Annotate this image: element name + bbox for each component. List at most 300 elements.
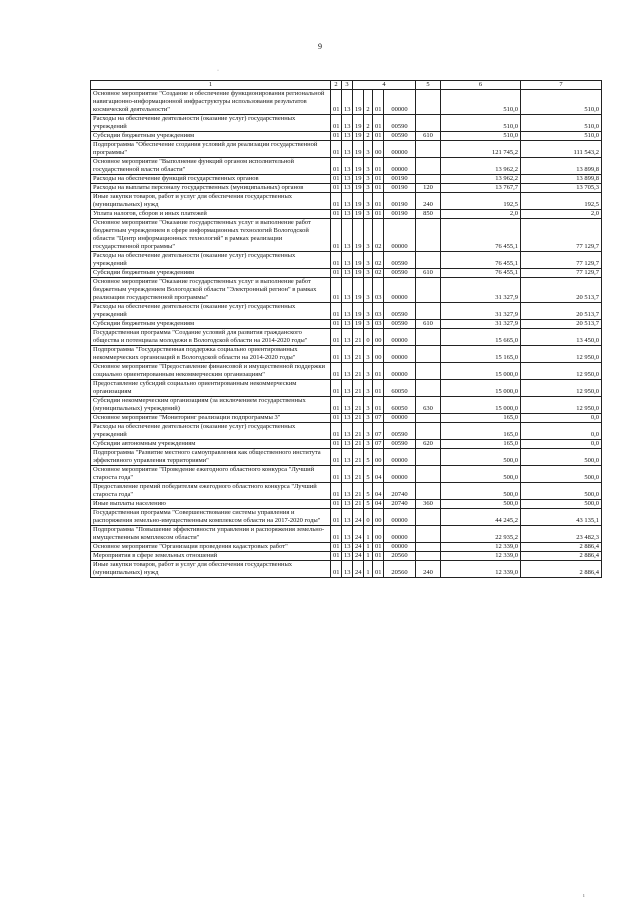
table-row — [91, 483, 602, 500]
code-subsection: 13 — [342, 252, 353, 269]
amount-year-1: 13 767,7 — [441, 184, 521, 193]
code-program: 24 — [353, 561, 364, 578]
code-event: 00 — [373, 346, 384, 363]
code-program: 19 — [353, 193, 364, 210]
code-event: 01 — [373, 363, 384, 380]
code-event: 01 — [373, 175, 384, 184]
amount-year-2: 111 543,2 — [521, 141, 602, 158]
row-name: Подпрограмма "Государственная поддержка социально ориентированных некоммерческих организаций в Вологодской области на 2014-2020 годы" — [91, 346, 331, 363]
code-section: 01 — [331, 320, 342, 329]
amount-year-1: 500,0 — [441, 449, 521, 466]
code-direction: 00000 — [384, 509, 416, 526]
amount-year-1: 31 327,9 — [441, 278, 521, 303]
code-program: 21 — [353, 500, 364, 509]
code-direction: 00190 — [384, 193, 416, 210]
code-program: 19 — [353, 303, 364, 320]
code-subsection: 13 — [342, 141, 353, 158]
code-subprogram: 5 — [364, 483, 373, 500]
amount-year-2: 77 129,7 — [521, 269, 602, 278]
amount-year-2: 13 899,8 — [521, 175, 602, 184]
table-row — [91, 526, 602, 543]
code-event: 00 — [373, 526, 384, 543]
code-subprogram: 3 — [364, 320, 373, 329]
amount-year-2: 12 950,0 — [521, 397, 602, 414]
code-subsection: 13 — [342, 329, 353, 346]
code-subprogram: 3 — [364, 269, 373, 278]
row-name: Расходы на обеспечение функций государственных органов — [91, 175, 331, 184]
code-event: 00 — [373, 141, 384, 158]
code-direction: 00190 — [384, 175, 416, 184]
code-section: 01 — [331, 175, 342, 184]
amount-year-1: 13 962,2 — [441, 175, 521, 184]
code-subprogram: 3 — [364, 414, 373, 423]
code-expense-type: 120 — [416, 184, 441, 193]
scan-artifact: · — [217, 68, 219, 74]
code-event: 01 — [373, 397, 384, 414]
table-row — [91, 561, 602, 578]
code-subsection: 13 — [342, 526, 353, 543]
code-subprogram: 5 — [364, 466, 373, 483]
code-event: 03 — [373, 303, 384, 320]
code-subprogram: 3 — [364, 141, 373, 158]
code-expense-type: 630 — [416, 397, 441, 414]
code-direction: 00000 — [384, 363, 416, 380]
table-row — [91, 141, 602, 158]
code-direction: 00000 — [384, 526, 416, 543]
code-program: 24 — [353, 526, 364, 543]
code-expense-type — [416, 115, 441, 132]
code-program: 21 — [353, 397, 364, 414]
table-row — [91, 543, 602, 552]
row-name: Основное мероприятие "Организация проведения кадастровых работ" — [91, 543, 331, 552]
code-section: 01 — [331, 346, 342, 363]
code-section: 01 — [331, 269, 342, 278]
code-section: 01 — [331, 219, 342, 252]
table-row — [91, 278, 602, 303]
code-event: 07 — [373, 423, 384, 440]
code-direction: 00000 — [384, 219, 416, 252]
code-program: 21 — [353, 466, 364, 483]
amount-year-2: 192,5 — [521, 193, 602, 210]
code-subprogram: 1 — [364, 526, 373, 543]
code-direction: 60050 — [384, 397, 416, 414]
row-name: Иные выплаты населению — [91, 500, 331, 509]
row-name: Расходы на обеспечение деятельности (оказание услуг) государственных учреждений — [91, 115, 331, 132]
code-program: 19 — [353, 269, 364, 278]
amount-year-1: 13 962,2 — [441, 158, 521, 175]
code-section: 01 — [331, 380, 342, 397]
code-subprogram: 3 — [364, 423, 373, 440]
table-row — [91, 380, 602, 397]
column-header: 6 — [441, 81, 521, 90]
code-expense-type: 850 — [416, 210, 441, 219]
amount-year-2: 20 513,7 — [521, 320, 602, 329]
code-event: 01 — [373, 561, 384, 578]
amount-year-1: 192,5 — [441, 193, 521, 210]
code-event: 00 — [373, 509, 384, 526]
code-program: 21 — [353, 329, 364, 346]
code-section: 01 — [331, 141, 342, 158]
code-program: 19 — [353, 320, 364, 329]
table-row — [91, 363, 602, 380]
code-subsection: 13 — [342, 414, 353, 423]
code-expense-type: 240 — [416, 193, 441, 210]
code-program: 19 — [353, 252, 364, 269]
code-section: 01 — [331, 303, 342, 320]
code-section: 01 — [331, 184, 342, 193]
code-direction: 00590 — [384, 115, 416, 132]
amount-year-1: 500,0 — [441, 483, 521, 500]
row-name: Иные закупки товаров, работ и услуг для обеспечения государственных (муниципальных) нужд — [91, 193, 331, 210]
code-subsection: 13 — [342, 184, 353, 193]
code-subprogram: 3 — [364, 158, 373, 175]
code-subsection: 13 — [342, 346, 353, 363]
code-direction: 00590 — [384, 303, 416, 320]
code-subsection: 13 — [342, 303, 353, 320]
code-event: 07 — [373, 440, 384, 449]
column-header: 2 — [331, 81, 342, 90]
row-name: Основное мероприятие "Предоставление финансовой и имущественной поддержки социально ориентированным некоммерческим организациям" — [91, 363, 331, 380]
table-row — [91, 509, 602, 526]
code-event: 03 — [373, 278, 384, 303]
amount-year-2: 500,0 — [521, 466, 602, 483]
table-row — [91, 90, 602, 115]
amount-year-2: 2 886,4 — [521, 543, 602, 552]
table-row — [91, 329, 602, 346]
amount-year-1: 15 665,0 — [441, 329, 521, 346]
code-subprogram: 3 — [364, 219, 373, 252]
code-expense-type: 240 — [416, 561, 441, 578]
column-header: 4 — [353, 81, 416, 90]
row-name: Основное мероприятие "Создание и обеспечение функционирования региональной навигационно-информационной инфраструктуры использования результатов космической деятельности" — [91, 90, 331, 115]
code-subprogram: 2 — [364, 132, 373, 141]
amount-year-1: 165,0 — [441, 414, 521, 423]
code-direction: 00590 — [384, 132, 416, 141]
row-name: Расходы на выплаты персоналу государственных (муниципальных) органов — [91, 184, 331, 193]
row-name: Субсидии бюджетным учреждениям — [91, 269, 331, 278]
amount-year-2: 77 129,7 — [521, 219, 602, 252]
amount-year-2: 77 129,7 — [521, 252, 602, 269]
code-expense-type — [416, 526, 441, 543]
code-program: 21 — [353, 414, 364, 423]
table-row — [91, 219, 602, 252]
code-event: 04 — [373, 500, 384, 509]
code-section: 01 — [331, 500, 342, 509]
amount-year-2: 510,0 — [521, 115, 602, 132]
column-header: 1 — [91, 81, 331, 90]
code-subsection: 13 — [342, 466, 353, 483]
amount-year-2: 23 482,3 — [521, 526, 602, 543]
code-subsection: 13 — [342, 449, 353, 466]
code-program: 21 — [353, 440, 364, 449]
row-name: Иные закупки товаров, работ и услуг для обеспечения государственных (муниципальных) нужд — [91, 561, 331, 578]
code-subsection: 13 — [342, 543, 353, 552]
amount-year-1: 165,0 — [441, 440, 521, 449]
code-expense-type — [416, 543, 441, 552]
amount-year-2: 0,0 — [521, 423, 602, 440]
table-row — [91, 210, 602, 219]
code-expense-type — [416, 329, 441, 346]
code-subsection: 13 — [342, 175, 353, 184]
column-header: 5 — [416, 81, 441, 90]
code-direction: 00000 — [384, 346, 416, 363]
code-direction: 00000 — [384, 414, 416, 423]
table-row — [91, 466, 602, 483]
table-row — [91, 175, 602, 184]
code-subprogram: 5 — [364, 500, 373, 509]
code-expense-type — [416, 414, 441, 423]
amount-year-2: 13 899,8 — [521, 158, 602, 175]
code-direction: 00000 — [384, 543, 416, 552]
code-section: 01 — [331, 509, 342, 526]
code-subsection: 13 — [342, 397, 353, 414]
row-name: Мероприятия в сфере земельных отношений — [91, 552, 331, 561]
code-expense-type: 610 — [416, 320, 441, 329]
amount-year-1: 15 000,0 — [441, 363, 521, 380]
code-subsection: 13 — [342, 509, 353, 526]
code-section: 01 — [331, 90, 342, 115]
amount-year-1: 12 339,0 — [441, 543, 521, 552]
code-section: 01 — [331, 414, 342, 423]
code-section: 01 — [331, 278, 342, 303]
code-section: 01 — [331, 115, 342, 132]
code-direction: 00000 — [384, 141, 416, 158]
amount-year-1: 12 339,0 — [441, 552, 521, 561]
amount-year-2: 43 135,1 — [521, 509, 602, 526]
code-expense-type: 360 — [416, 500, 441, 509]
code-subprogram: 3 — [364, 440, 373, 449]
table-row — [91, 440, 602, 449]
code-subsection: 13 — [342, 500, 353, 509]
code-direction: 20740 — [384, 500, 416, 509]
row-name: Расходы на обеспечение деятельности (оказание услуг) государственных учреждений — [91, 423, 331, 440]
code-event: 00 — [373, 329, 384, 346]
code-subprogram: 3 — [364, 278, 373, 303]
row-name: Субсидии некоммерческим организациям (за исключением государственных (муниципальных) учреждений) — [91, 397, 331, 414]
table-row — [91, 552, 602, 561]
code-section: 01 — [331, 210, 342, 219]
row-name: Государственная программа "Совершенствование системы управления и распоряжения земельно-имущественным комплексом области на 2017-2020 годы" — [91, 509, 331, 526]
code-event: 04 — [373, 483, 384, 500]
code-section: 01 — [331, 483, 342, 500]
code-subsection: 13 — [342, 269, 353, 278]
row-name: Расходы на обеспечение деятельности (оказание услуг) государственных учреждений — [91, 303, 331, 320]
code-event: 01 — [373, 158, 384, 175]
column-header: 7 — [521, 81, 602, 90]
code-expense-type — [416, 278, 441, 303]
amount-year-2: 20 513,7 — [521, 278, 602, 303]
column-header: 3 — [342, 81, 353, 90]
code-event: 03 — [373, 320, 384, 329]
amount-year-2: 2 886,4 — [521, 552, 602, 561]
code-expense-type — [416, 509, 441, 526]
table-row — [91, 320, 602, 329]
code-subsection: 13 — [342, 483, 353, 500]
amount-year-1: 15 165,0 — [441, 346, 521, 363]
code-subprogram: 2 — [364, 90, 373, 115]
code-program: 21 — [353, 346, 364, 363]
amount-year-1: 15 000,0 — [441, 397, 521, 414]
code-program: 19 — [353, 210, 364, 219]
row-name: Государственная программа "Создание условий для развития гражданского общества и потенциала молодежи в Вологодской области на 2014-2020 годы" — [91, 329, 331, 346]
code-section: 01 — [331, 449, 342, 466]
code-program: 19 — [353, 175, 364, 184]
amount-year-1: 76 455,1 — [441, 269, 521, 278]
code-program: 19 — [353, 184, 364, 193]
code-event: 01 — [373, 210, 384, 219]
code-subprogram: 5 — [364, 449, 373, 466]
code-program: 21 — [353, 380, 364, 397]
code-event: 02 — [373, 252, 384, 269]
code-expense-type — [416, 252, 441, 269]
row-name: Субсидии автономным учреждениям — [91, 440, 331, 449]
code-direction: 00590 — [384, 423, 416, 440]
amount-year-2: 500,0 — [521, 449, 602, 466]
amount-year-1: 12 339,0 — [441, 561, 521, 578]
code-program: 19 — [353, 278, 364, 303]
code-subsection: 13 — [342, 320, 353, 329]
code-event: 01 — [373, 380, 384, 397]
code-direction: 00000 — [384, 449, 416, 466]
code-direction: 00590 — [384, 440, 416, 449]
table-row — [91, 184, 602, 193]
code-program: 19 — [353, 141, 364, 158]
row-name: Основное мероприятие "Выполнение функций органом исполнительной государственной власти области" — [91, 158, 331, 175]
code-direction: 20560 — [384, 552, 416, 561]
code-subprogram: 3 — [364, 380, 373, 397]
code-program: 21 — [353, 483, 364, 500]
scan-artifact: ı — [583, 893, 585, 899]
code-direction: 00000 — [384, 90, 416, 115]
code-direction: 00590 — [384, 320, 416, 329]
code-program: 24 — [353, 552, 364, 561]
code-subprogram: 3 — [364, 193, 373, 210]
amount-year-2: 12 950,0 — [521, 363, 602, 380]
code-expense-type — [416, 90, 441, 115]
amount-year-2: 12 950,0 — [521, 380, 602, 397]
code-section: 01 — [331, 543, 342, 552]
code-program: 21 — [353, 423, 364, 440]
code-subprogram: 3 — [364, 252, 373, 269]
amount-year-2: 0,0 — [521, 414, 602, 423]
code-event: 01 — [373, 132, 384, 141]
code-event: 01 — [373, 90, 384, 115]
amount-year-2: 2 886,4 — [521, 561, 602, 578]
amount-year-1: 15 000,0 — [441, 380, 521, 397]
table-row — [91, 115, 602, 132]
code-event: 01 — [373, 193, 384, 210]
row-name: Основное мероприятие "Оказание государственных услуг и выполнение работ бюджетным учреждением в сфере информационных технологий Вологодской области "Центр информационных технологий" в рамках реализации государственной программы" — [91, 219, 331, 252]
code-program: 21 — [353, 449, 364, 466]
amount-year-1: 76 455,1 — [441, 219, 521, 252]
code-section: 01 — [331, 440, 342, 449]
row-name: Основное мероприятие "Оказание государственных услуг и выполнение работ бюджетным учреждением Вологодской области "Электронный регион" в рамках реализации государственной программы" — [91, 278, 331, 303]
code-event: 07 — [373, 414, 384, 423]
amount-year-1: 510,0 — [441, 90, 521, 115]
amount-year-2: 510,0 — [521, 132, 602, 141]
code-subsection: 13 — [342, 210, 353, 219]
code-expense-type — [416, 219, 441, 252]
amount-year-1: 31 327,9 — [441, 303, 521, 320]
code-section: 01 — [331, 561, 342, 578]
code-direction: 00000 — [384, 278, 416, 303]
table-row — [91, 346, 602, 363]
amount-year-2: 500,0 — [521, 500, 602, 509]
code-direction: 00000 — [384, 329, 416, 346]
code-section: 01 — [331, 552, 342, 561]
code-subsection: 13 — [342, 90, 353, 115]
row-name: Расходы на обеспечение деятельности (оказание услуг) государственных учреждений — [91, 252, 331, 269]
code-subsection: 13 — [342, 193, 353, 210]
code-subprogram: 3 — [364, 346, 373, 363]
row-name: Подпрограмма "Повышение эффективности управления и распоряжения земельно-имущественным комплексом области" — [91, 526, 331, 543]
code-subsection: 13 — [342, 440, 353, 449]
table-row — [91, 269, 602, 278]
code-event: 02 — [373, 269, 384, 278]
table-row — [91, 449, 602, 466]
code-section: 01 — [331, 158, 342, 175]
code-subsection: 13 — [342, 219, 353, 252]
row-name: Основное мероприятие "Мониторинг реализации подпрограммы 3" — [91, 414, 331, 423]
table-row — [91, 423, 602, 440]
code-program: 19 — [353, 90, 364, 115]
code-subprogram: 3 — [364, 175, 373, 184]
code-event: 04 — [373, 466, 384, 483]
amount-year-2: 0,0 — [521, 440, 602, 449]
code-expense-type — [416, 483, 441, 500]
code-subsection: 13 — [342, 380, 353, 397]
code-expense-type — [416, 363, 441, 380]
code-program: 19 — [353, 115, 364, 132]
code-section: 01 — [331, 193, 342, 210]
code-subsection: 13 — [342, 132, 353, 141]
code-expense-type — [416, 303, 441, 320]
amount-year-1: 31 327,9 — [441, 320, 521, 329]
code-expense-type — [416, 423, 441, 440]
code-subprogram: 0 — [364, 329, 373, 346]
code-direction: 00000 — [384, 466, 416, 483]
table-header-row — [91, 81, 602, 90]
code-expense-type — [416, 141, 441, 158]
code-section: 01 — [331, 397, 342, 414]
code-event: 01 — [373, 115, 384, 132]
code-expense-type: 610 — [416, 269, 441, 278]
code-event: 01 — [373, 552, 384, 561]
amount-year-1: 500,0 — [441, 466, 521, 483]
budget-table — [90, 80, 602, 578]
code-subsection: 13 — [342, 561, 353, 578]
code-event: 02 — [373, 219, 384, 252]
amount-year-2: 20 513,7 — [521, 303, 602, 320]
amount-year-1: 121 745,2 — [441, 141, 521, 158]
code-expense-type — [416, 380, 441, 397]
code-expense-type — [416, 552, 441, 561]
table-row — [91, 252, 602, 269]
code-subprogram: 2 — [364, 115, 373, 132]
amount-year-1: 510,0 — [441, 115, 521, 132]
code-expense-type — [416, 466, 441, 483]
amount-year-1: 500,0 — [441, 500, 521, 509]
code-program: 19 — [353, 219, 364, 252]
code-subprogram: 1 — [364, 543, 373, 552]
code-program: 21 — [353, 363, 364, 380]
code-subprogram: 3 — [364, 397, 373, 414]
row-name: Подпрограмма "Обеспечение создания условий для реализации государственной программы" — [91, 141, 331, 158]
amount-year-2: 510,0 — [521, 90, 602, 115]
code-program: 19 — [353, 132, 364, 141]
row-name: Субсидии бюджетным учреждениям — [91, 132, 331, 141]
amount-year-1: 22 935,2 — [441, 526, 521, 543]
